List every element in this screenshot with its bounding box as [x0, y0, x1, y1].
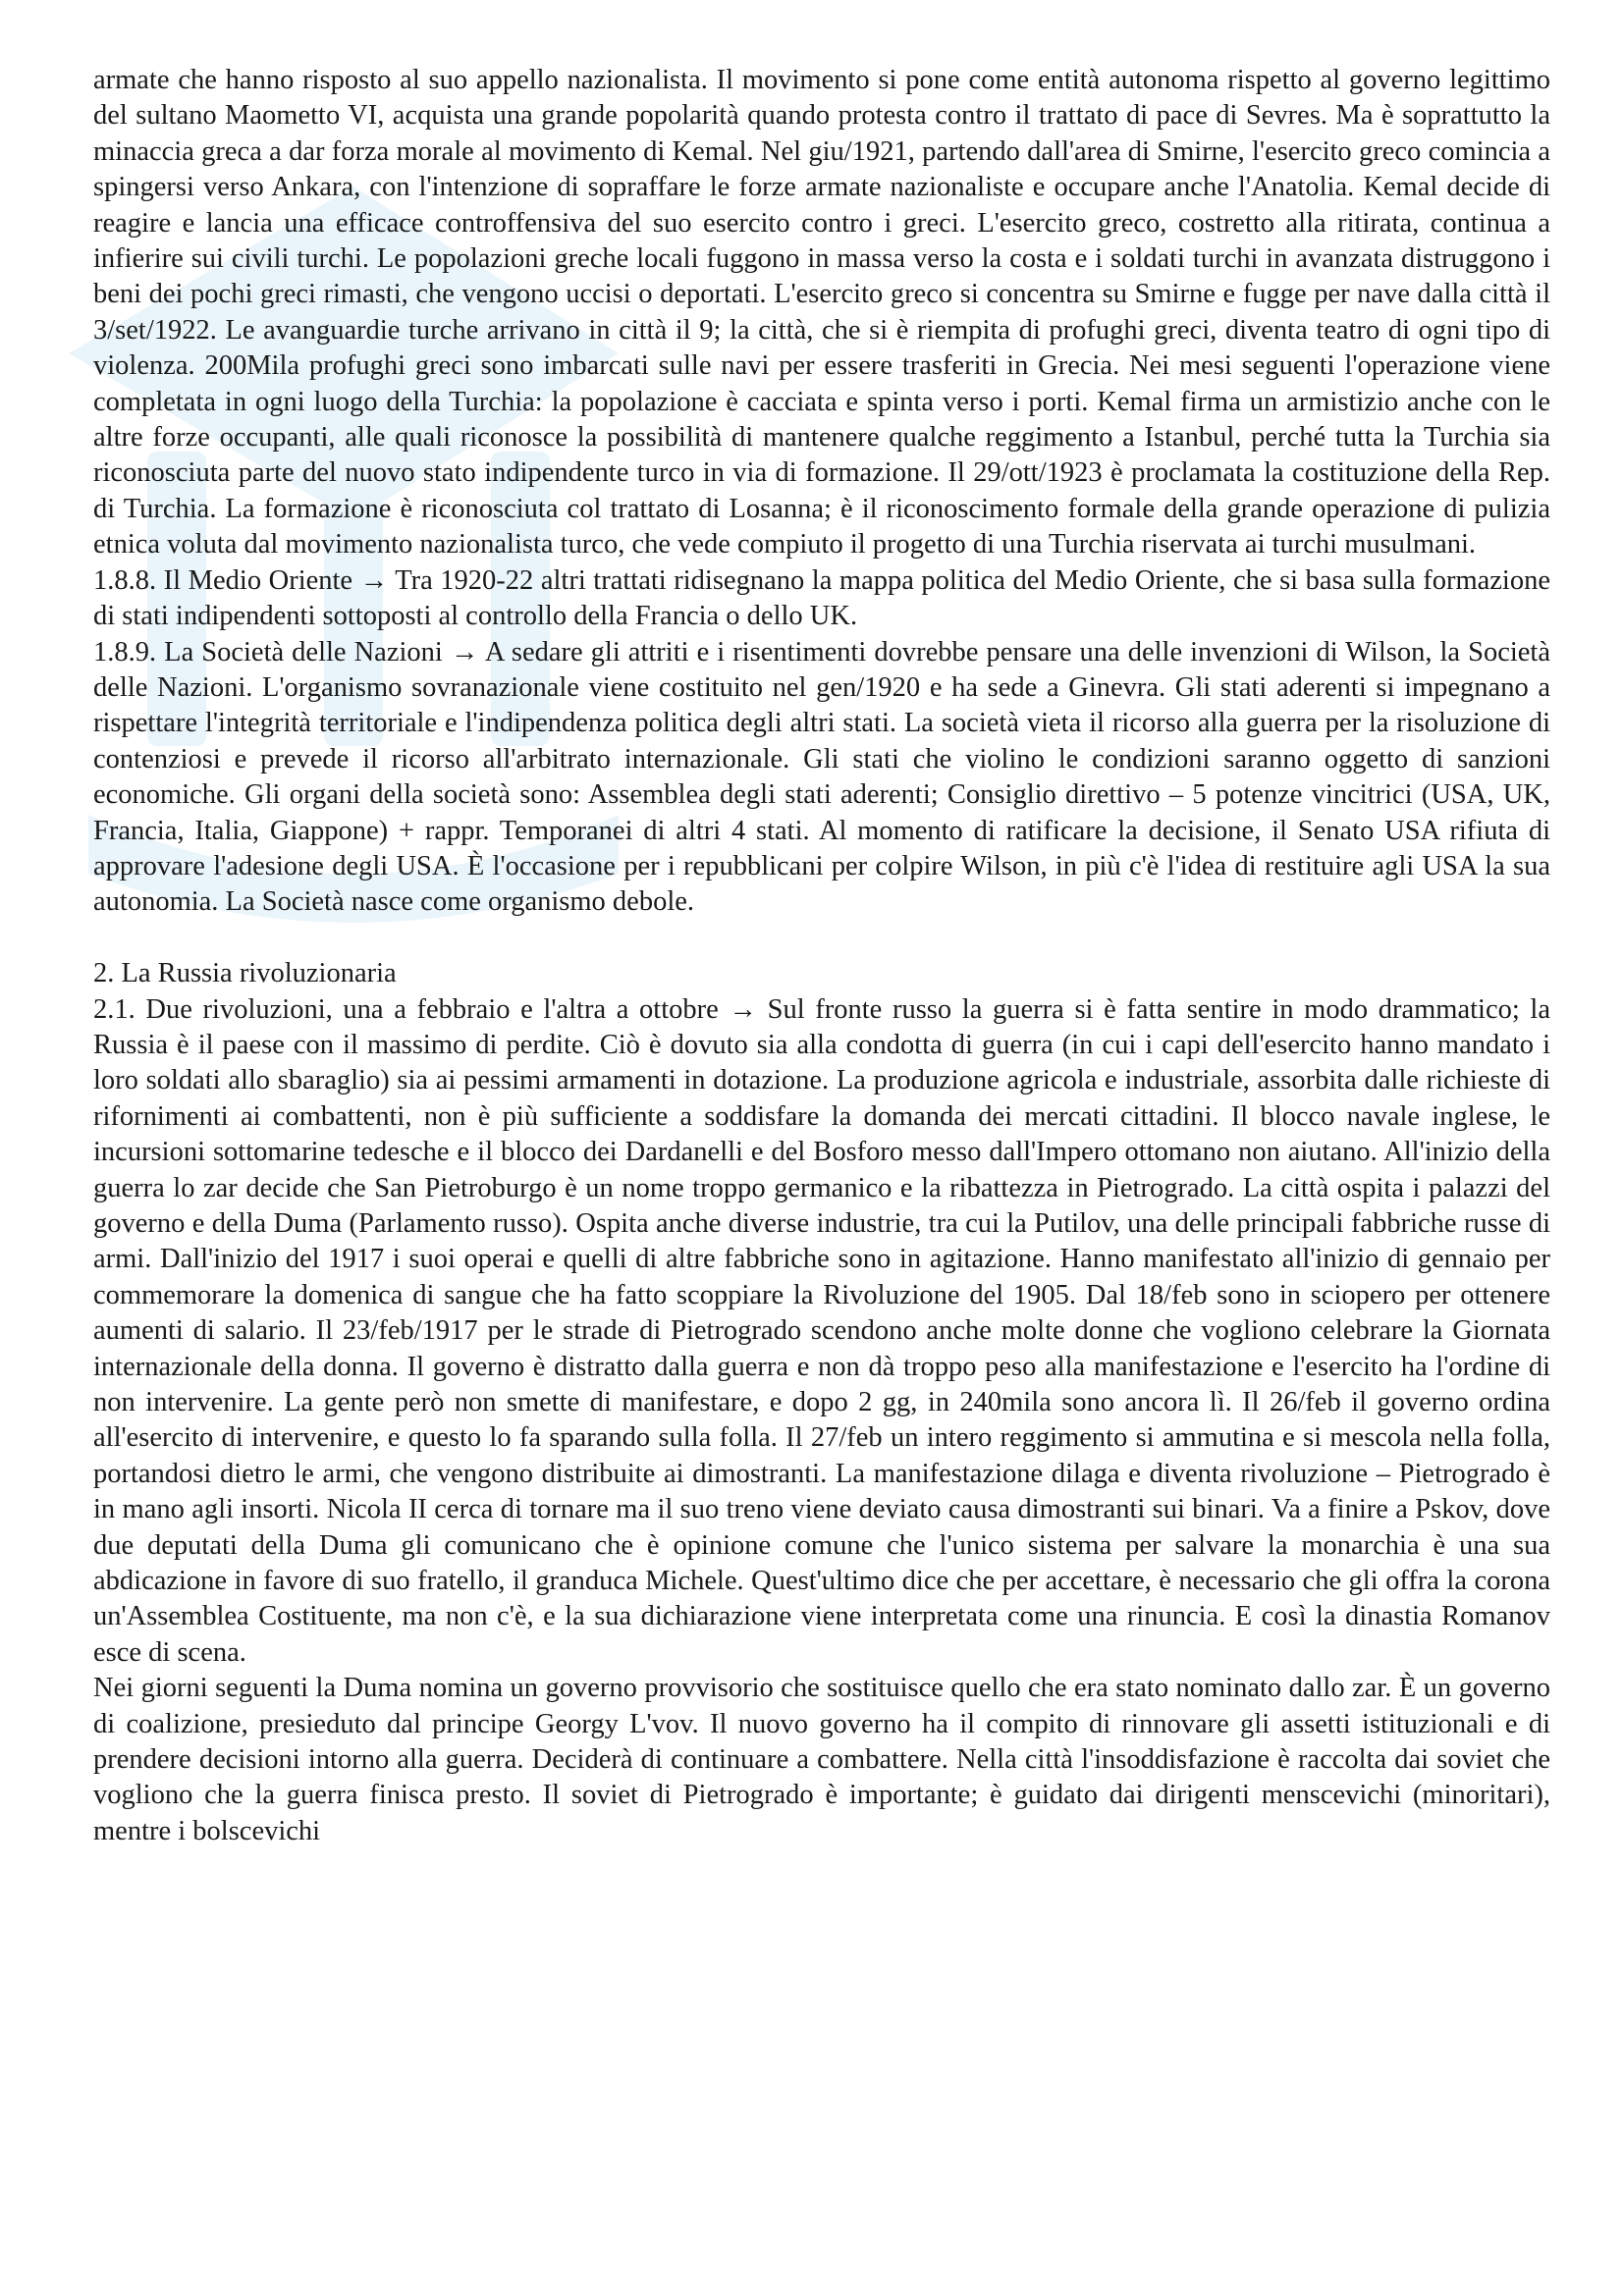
- document-page: [93, 63, 1550, 1849]
- paragraph-turkey-nationalism: armate che hanno risposto al suo appello nazionalista. Il movimento si pone come entità autonoma rispetto al governo legittimo del sultano Maometto VI, acquista una grande popolarità quando protesta contro il trattato di pace di Sevres. Ma è soprattutto la minaccia greca a dar forza morale al movimento di Kemal. Nel giu/1921, partendo dall'area di Smirne, l'esercito greco comincia a spingersi verso Ankara, con l'intenzione di sopraffare le forze armate nazionaliste e occupare anche l'Anatolia. Kemal decide di reagire e lancia una efficace controffensiva del suo esercito contro i greci. L'esercito greco, costretto alla ritirata, continua a infierire sui civili turchi. Le popolazioni greche locali fuggono in massa verso la costa e i soldati turchi in avanzata distruggono i beni dei pochi greci rimasti, che vengono uccisi o deportati. L'esercito greco si concentra su Smirne e fugge per nave dalla città il 3/set/1922. Le avanguardie turche arrivano in città il 9; la città, che si è riempita di profughi greci, diventa teatro di ogni tipo di violenza. 200Mila profughi greci sono imbarcati sulle navi per essere trasferiti in Grecia. Nei mesi seguenti l'operazione viene completata in ogni luogo della Turchia: la popolazione è cacciata e spinta verso i porti. Kemal firma un armistizio anche con le altre forze occupanti, alle quali riconosce la possibilità di mantenere qualche reggimento a Istanbul, perché tutta la Turchia sia riconosciuta parte del nuovo stato indipendente turco in via di formazione. Il 29/ott/1923 è proclamata la costituzione della Rep. di Turchia. La formazione è riconosciuta col trattato di Losanna; è il riconoscimento formale della grande operazione di pulizia etnica voluta dal movimento nazionalista turco, che vede compiuto il progetto di una Turchia riservata ai turchi musulmani.: [93, 65, 1550, 561]
- paragraph-two-revolutions: 2.1. Due rivoluzioni, una a febbraio e l'altra a ottobre → Sul fronte russo la guerra si è fatta sentire in modo drammatico; la Russia è il paese con il massimo di perdite. Ciò è dovuto sia alla condotta di guerra (in cui i capi dell'esercito hanno mandato i loro soldati allo sbaraglio) sia ai pessimi armamenti in dotazione. La produzione agricola e industriale, assorbita dalle richieste di rifornimenti ai combattenti, non è più sufficiente a soddisfare la domanda dei mercati cittadini. Il blocco navale inglese, le incursioni sottomarine tedesche e il blocco dei Dardanelli e del Bosforo messo dall'Impero ottomano non aiutano. All'inizio della guerra lo zar decide che San Pietroburgo è un nome troppo germanico e la ribattezza in Pietrogrado. La città ospita i palazzi del governo e della Duma (Parlamento russo). Ospita anche diverse industrie, tra cui la Putilov, una delle principali fabbriche russe di armi. Dall'inizio del 1917 i suoi operai e quelli di altre fabbriche sono in agitazione. Hanno manifestato all'inizio di gennaio per commemorare la domenica di sangue che ha fatto scoppiare la Rivoluzione del 1905. Dal 18/feb sono in sciopero per ottenere aumenti di salario. Il 23/feb/1917 per le strade di Pietrogrado scendono anche molte donne che vogliono celebrare la Giornata internazionale della donna. Il governo è distratto dalla guerra e non dà troppo peso alla manifestazione e l'esercito ha l'ordine di non intervenire. La gente però non smette di manifestare, e dopo 2 gg, in 240mila sono ancora lì. Il 26/feb il governo ordina all'esercito di intervenire, e questo lo fa sparando sulla folla. Il 27/feb un intero reggimento si ammutina e si mescola nella folla, portandosi dietro le armi, che vengono distribuite ai dimostranti. La manifestazione dilaga e diventa rivoluzione – Pietrogrado è in mano agli insorti. Nicola II cerca di tornare ma il suo treno viene deviato causa dimostranti sui binari. Va a finire a Pskov, dove due deputati della Duma gli comunicano che è opinione comune che l'unico sistema per salvare la monarchia è una sua abdicazione in favore di suo fratello, il granduca Michele. Quest'ultimo dice che per accettare, è necessario che gli offra la corona un'Assemblea Costituente, ma non c'è, e la sua dichiarazione viene interpretata come una rinuncia. E così la dinastia Romanov esce di scena.: [93, 993, 1550, 1668]
- paragraph-league-of-nations: 1.8.9. La Società delle Nazioni → A sedare gli attriti e i risentimenti dovrebbe pensare una delle invenzioni di Wilson, la Società delle Nazioni. L'organismo sovranazionale viene costituito nel gen/1920 e ha sede a Ginevra. Gli stati aderenti si impegnano a rispettare l'integrità territoriale e l'indipendenza politica degli altri stati. La società vieta il ricorso alla guerra per la risoluzione di contenziosi e prevede il ricorso all'arbitrato internazionale. Gli stati che violino le condizioni saranno oggetto di sanzioni economiche. Gli organi della società sono: Assemblea degli stati aderenti; Consiglio direttivo – 5 potenze vincitrici (USA, UK, Francia, Italia, Giappone) + rappr. Temporanei di altri 4 stati. Al momento di ratificare la decisione, il Senato USA rifiuta di approvare l'adesione degli USA. È l'occasione per i repubblicani per colpire Wilson, in più c'è l'idea di restituire agli USA la sua autonomia. La Società nasce come organismo debole.: [93, 636, 1550, 918]
- paragraph-provisional-government: Nei giorni seguenti la Duma nomina un governo provvisorio che sostituisce quello che era stato nominato dallo zar. È un governo di coalizione, presieduto dal principe Georgy L'vov. Il nuovo governo ha il compito di rinnovare gli assetti istituzionali e di prendere decisioni intorno alla guerra. Deciderà di continuare a combattere. Nella città l'insoddisfazione è raccolta dai soviet che vogliono che la guerra finisca presto. Il soviet di Pietrogrado è importante; è guidato dai dirigenti menscevichi (minoritari), mentre i bolscevichi: [93, 1673, 1550, 1846]
- section-heading-russia: 2. La Russia rivoluzionaria: [93, 958, 397, 989]
- paragraph-spacer: [93, 921, 1550, 956]
- paragraph-middle-east: 1.8.8. Il Medio Oriente → Tra 1920-22 altri trattati ridisegnano la mappa politica del Medio Oriente, che si basa sulla formazione di stati indipendenti sottoposti al controllo della Francia o dello UK.: [93, 564, 1550, 632]
